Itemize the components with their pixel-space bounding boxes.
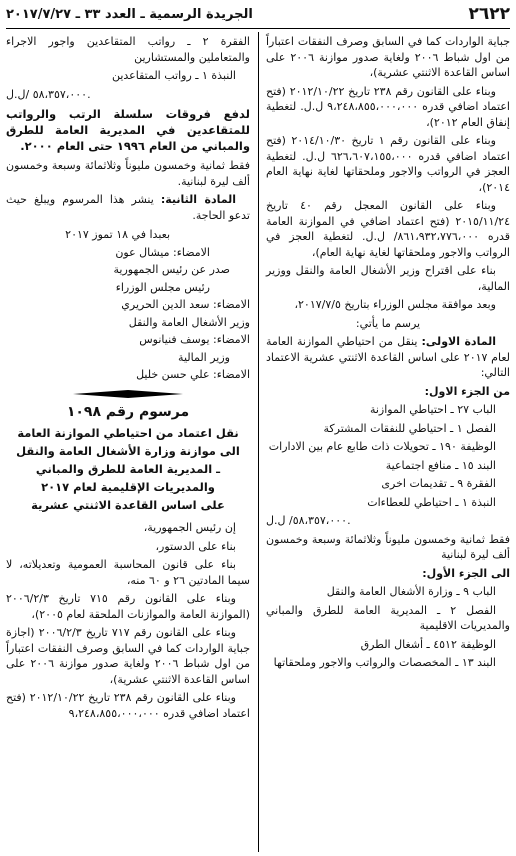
- paragraph: فقط ثمانية وخمسون مليوناً وثلاثمائة وسبعة وخمسون ألف ليرة لبنانية: [266, 532, 510, 561]
- signature-line: رئيس مجلس الوزراء: [115, 280, 210, 294]
- left-column: [6, 34, 250, 724]
- paragraph: الفقرة ٢ ـ رواتب المتقاعدين واجور الاجراء والمتعاملين والمستشارين: [6, 35, 250, 64]
- left-bottom-section: [6, 520, 250, 721]
- paragraph: بناء على قانون المحاسبة العمومية وتعديلاته، لا سيما المادتين ٢٦ و ٦٠ منه،: [6, 558, 250, 587]
- signature-line: الامضاء: سعد الدين الحريري: [121, 298, 250, 311]
- article-text: ينقل من احتياطي الموازنة العامة لعام ٢٠١٧ على اساس القاعدة الاثنتي عشرية الاعتماد التالي:: [266, 335, 510, 379]
- article-paragraph: [6, 192, 250, 223]
- article-paragraph: [266, 334, 510, 381]
- decree-title: مرسوم رقم ١٠٩٨: [66, 403, 190, 420]
- paragraph: الباب ٩ ـ وزارة الأشغال العامة والنقل: [326, 585, 496, 598]
- centered-line: يرسم ما يأتي:: [355, 316, 421, 330]
- signatures-block: [6, 245, 250, 383]
- section-heading: لدفع فروقات سلسلة الرتب والرواتب للمتقاعدين في المديرية العامة للطرق والمباني من العام ١٩٩٦ حتى العام ٢٠٠٠.: [6, 107, 250, 153]
- paragraph: الفصل ١ ـ احتياطي للنفقات المشتركة: [323, 421, 496, 435]
- decree-subtitle-line: نقل اعتماد من احتياطي الموازنة العامة: [17, 426, 239, 440]
- paragraph: فقط ثمانية وخمسون مليوناً وثلاثمائة وسبعة وخمسون ألف ليرة لبنانية.: [6, 159, 250, 188]
- amount-line: ٥٨،٣٥٧،٠٠٠ /ل.ل.: [6, 87, 91, 101]
- signature-line: الامضاء: ميشال عون: [115, 245, 210, 259]
- signature-line: وزير الأشغال العامة والنقل: [128, 315, 250, 329]
- paragraph: وبناء على القانون رقم ١ تاريخ ٢٠١٤/١٠/٣٠ (فتح اعتماد اضافي قدره ٦٢٦،٦٠٧،١٥٥،٠٠٠ ل.ل. لتغطية العجز في الرواتب والاجور وملحقاتها لغاية نهاية العام ٢٠١٤)،: [266, 134, 510, 194]
- page-header: [0, 0, 516, 28]
- paragraph: وبناء على القانون المعجل رقم ٤٠ تاريخ ٢٠١٥/١١/٢٤ (فتح اعتماد اضافي في الموازنة العامة قدره ٨٦١،٩٣٢،٧٧٦،٠٠٠/ ل.ل. لتغطية العجز في الرواتب والاجور وملحقاتها لغاية نهاية العام)،: [266, 199, 510, 259]
- section-label: من الجزء الاول:: [424, 384, 510, 398]
- article-label: المادة الثانية:: [160, 193, 236, 206]
- paragraph: وبناء على القانون رقم ٢٣٨ تاريخ ٢٠١٢/١٠/٢٢ (فتح اعتماد اضافي قدره ٩،٢٤٨،٨٥٥،٠٠٠،٠٠٠: [6, 691, 250, 720]
- paragraph: بناء على اقتراح وزير الأشغال العامة والنقل ووزير المالية،: [266, 264, 510, 293]
- article-text: ينشر هذا المرسوم ويبلغ حيث تدعو الحاجة.: [6, 193, 250, 222]
- signature-line: وزير المالية: [178, 350, 230, 364]
- divider-ornament-icon: [73, 389, 183, 399]
- paragraph: النبذة ١ ـ رواتب المتقاعدين: [111, 69, 236, 82]
- paragraph: وبعد موافقة مجلس الوزراء بتاريخ ٢٠١٧/٧/٥،: [294, 298, 496, 311]
- right-column: [266, 34, 510, 674]
- decree-subtitle-line: ـ المديرية العامة للطرق والمباني: [35, 462, 221, 476]
- signature-line: صدر عن رئيس الجمهورية: [113, 263, 230, 276]
- ornament-divider: [6, 389, 250, 399]
- paragraph: النبذة ١ ـ احتياطي للعطاءات: [367, 495, 496, 509]
- article-label: المادة الاولى:: [421, 335, 496, 348]
- paragraph: الباب ٢٧ ـ احتياطي الموازنة: [369, 403, 496, 416]
- paragraph: الفصل ٢ ـ المديرية العامة للطرق والمباني والمديريات الاقليمية: [266, 603, 510, 632]
- paragraph: الوظيفة ٤٥١٢ ـ أشغال الطرق: [360, 637, 496, 651]
- paragraph: البند ١٥ ـ منافع اجتماعية: [385, 458, 496, 472]
- section-label: الى الجزء الأول:: [422, 566, 510, 580]
- page-number: ٢٦٢٢: [468, 4, 510, 24]
- left-top-section: [6, 34, 250, 223]
- decree-subtitle: [6, 424, 250, 514]
- signature-line: الامضاء: يوسف فنيانوس: [139, 333, 250, 346]
- signature-line: الامضاء: علي حسن خليل: [136, 368, 250, 381]
- decree-date: بعبدا في ١٨ تموز ٢٠١٧: [65, 228, 170, 241]
- paragraph: إن رئيس الجمهورية،: [143, 521, 236, 534]
- paragraph: جباية الواردات كما في السابق وصرف النفقات اعتباراً من اول شباط ٢٠٠٦ ولغاية صدور موازنة ٢٠٠٦ على اساس القاعدة الاثنتي عشرية)،: [266, 35, 510, 79]
- paragraph: البند ١٣ ـ المخصصات والرواتب والاجور وملحقاتها: [273, 656, 496, 669]
- paragraph: وبناء على القانون رقم ٢٣٨ تاريخ ٢٠١٢/١٠/٢٢ (فتح اعتماد اضافي قدره ٩،٢٤٨،٨٥٥،٠٠٠،٠٠٠ ل.ل. لتغطية إنفاق العام ٢٠١٢)،: [266, 84, 510, 129]
- decree-subtitle-line: الى موازنة وزارة الأشغال العامة والنقل: [16, 444, 240, 458]
- column-divider: [258, 32, 259, 852]
- paragraph: بناء على الدستور،: [155, 539, 236, 553]
- decree-subtitle-line: والمديريات الإقليمية لعام ٢٠١٧: [41, 480, 215, 494]
- paragraph: الفقرة ٩ ـ تقديمات اخرى: [381, 477, 496, 490]
- paragraph: الوظيفة ١٩٠ ـ تحويلات ذات طابع عام بين الادارات: [268, 440, 496, 453]
- amount-line: ٥٨،٣٥٧،٠٠٠/ ل.ل.: [266, 514, 351, 527]
- decree-subtitle-line: على اساس القاعدة الاثنتي عشرية: [31, 498, 225, 512]
- header-rule: [6, 28, 510, 29]
- journal-title: الجريدة الرسمية ـ العدد ٣٣ ـ ٢٠١٧/٧/٢٧: [6, 6, 253, 22]
- paragraph: وبناء على القانون رقم ٧١٧ تاريخ ٢٠٠٦/٢/٣ (اجازة جباية الواردات كما في السابق وصرف النفقات اعتباراً من اول شباط ٢٠٠٦ ولغاية صدور موازنة ٢٠٠٦ على اساس القاعدة الاثنتي عشرية)،: [6, 626, 250, 686]
- paragraph: وبناء على القانون رقم ٧١٥ تاريخ ٢٠٠٦/٢/٣ (الموازنة العامة والموازنات الملحقة لعام ٢٠٠٥)،: [6, 592, 250, 621]
